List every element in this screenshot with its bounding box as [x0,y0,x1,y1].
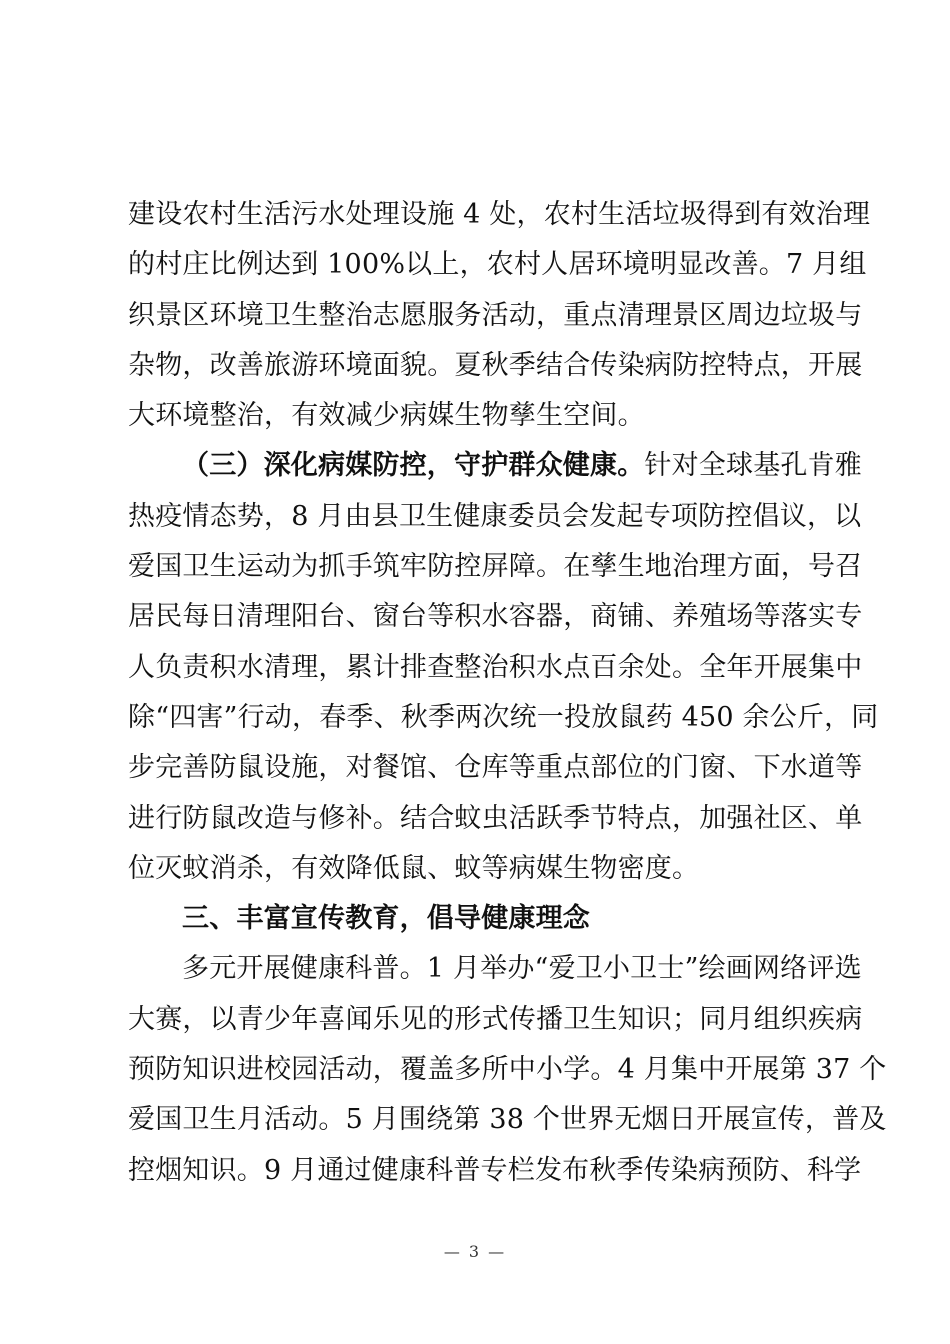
text-line: 热疫情态势，8 月由县卫生健康委员会发起专项防控倡议，以 [128,500,862,532]
text-line: 的村庄比例达到 100%以上，农村人居环境明显改善。7 月组 [128,249,867,281]
section-heading-line [128,894,828,944]
text-line: 杂物，改善旅游环境面貌。夏秋季结合传染病防控特点，开展 [128,349,863,381]
subsection-heading: （三）深化病媒防控，守护群众健康。 [182,450,645,482]
text-line: 控烟知识。9 月通过健康科普专栏发布秋季传染病预防、科学 [128,1154,862,1186]
section-heading: 三、丰富宣传教育，倡导健康理念 [182,903,590,935]
text-line: 建设农村生活污水处理设施 4 处，农村生活垃圾得到有效治理 [128,199,871,230]
page-number: — 3 — [443,1242,507,1261]
text-line: 预防知识进校园活动，覆盖多所中小学。4 月集中开展第 37 个 [128,1054,887,1086]
text-line: 大环境整治，有效减少病媒生物孳生空间。 [128,400,645,432]
text-line: 大赛，以青少年喜闻乐见的形式传播卫生知识；同月组织疾病 [128,1003,863,1035]
text-run: 针对全球基孔肯雅 [644,450,863,482]
text-line: 人负责积水清理，累计排查整治积水点百余处。全年开展集中 [128,651,863,683]
text-line: 爱国卫生运动为抓手筑牢防控屏障。在孳生地治理方面，号召 [128,551,863,583]
section-paragraph-start [128,441,863,491]
text-line: 爱国卫生月活动。5 月围绕第 38 个世界无烟日开展宣传，普及 [128,1104,887,1136]
text-line: 除“四害”行动，春季、秋季两次统一投放鼠药 450 余公斤，同 [128,701,879,733]
text-line: 进行防鼠改造与修补。结合蚊虫活跃季节特点，加强社区、单 [128,802,863,834]
text-line: 织景区环境卫生整治志愿服务活动，重点清理景区周边垃圾与 [128,299,863,331]
text-line: 位灭蚊消杀，有效降低鼠、蚊等病媒生物密度。 [128,852,700,884]
text-line: 步完善防鼠设施，对餐馆、仓库等重点部位的门窗、下水道等 [128,752,863,784]
text-line: 居民每日清理阳台、窗台等积水容器，商铺、养殖场等落实专 [128,601,863,633]
body-text [128,190,887,1196]
text-line: 多元开展健康科普。1 月举办“爱卫小卫士”绘画网络评选 [182,953,862,985]
